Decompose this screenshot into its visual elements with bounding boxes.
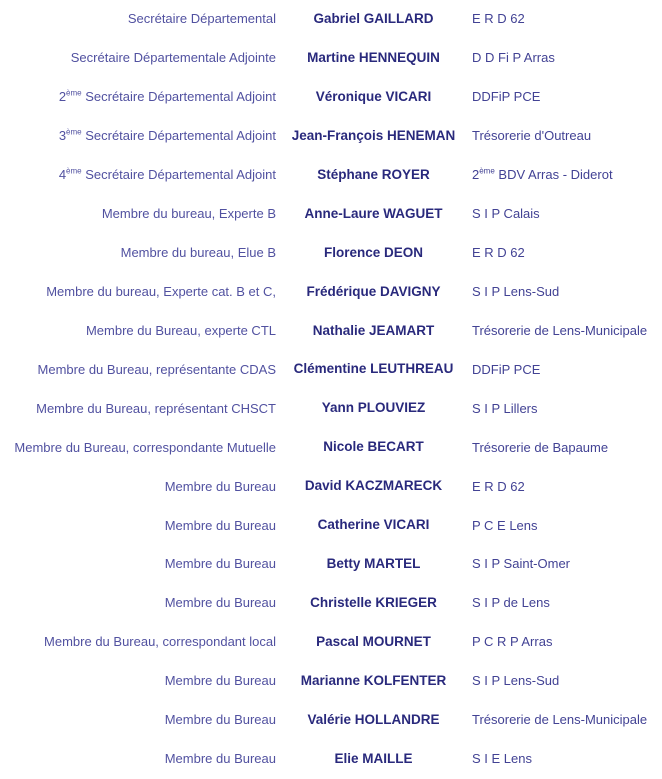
member-role xyxy=(0,168,277,182)
member-name: Nicole BECART xyxy=(323,439,424,455)
member-name: Elie MAILLE xyxy=(334,750,413,766)
text-segment: S I P Calais xyxy=(472,206,540,221)
table-row xyxy=(0,350,662,389)
member-role xyxy=(0,51,277,65)
member-name: Stéphane ROYER xyxy=(317,166,430,182)
member-unit xyxy=(470,12,662,26)
member-name: Pascal MOURNET xyxy=(316,634,431,650)
member-role xyxy=(0,324,277,338)
member-role xyxy=(0,90,277,104)
text-segment: 4 xyxy=(58,167,67,183)
text-segment: Membre du Bureau, représentant CHSCT xyxy=(36,400,276,416)
member-name: Marianne KOLFENTER xyxy=(300,672,447,688)
member-name: Yann PLOUVIEZ xyxy=(321,400,426,416)
text-segment: BDV Arras - Diderot xyxy=(494,167,613,183)
text-segment: Secrétaire Départemental Adjoint xyxy=(81,128,276,144)
table-row xyxy=(0,701,662,740)
text-segment: E R D 62 xyxy=(472,244,525,260)
ordinal-superscript: ème xyxy=(66,166,82,176)
text-segment: 2 xyxy=(472,167,480,183)
member-role xyxy=(0,363,277,377)
table-row xyxy=(0,0,662,39)
text-segment: Trésorerie de Lens-Municipale xyxy=(472,322,648,338)
member-name: Véronique VICARI xyxy=(315,88,432,104)
member-unit xyxy=(470,363,662,377)
text-segment: Secrétaire Départemental xyxy=(127,11,276,27)
text-segment: Secrétaire Départemental Adjoint xyxy=(81,89,276,105)
member-role xyxy=(0,752,277,766)
text-segment: 2 xyxy=(58,89,67,105)
member-name: Florence DEON xyxy=(323,244,424,260)
text-segment: P C E Lens xyxy=(472,517,538,533)
member-unit xyxy=(470,674,662,688)
text-segment: Secrétaire Départemental Adjoint xyxy=(81,167,276,183)
text-segment: D D Fi P Arras xyxy=(472,50,555,66)
table-row xyxy=(0,234,662,273)
member-role xyxy=(0,674,277,688)
text-segment: S I P Lillers xyxy=(472,400,538,416)
member-unit xyxy=(470,441,662,455)
member-unit xyxy=(470,519,662,533)
text-segment: S I E Lens xyxy=(472,751,532,767)
member-role xyxy=(0,129,277,143)
member-role xyxy=(0,596,277,610)
member-name: Jean-François HENEMAN xyxy=(291,127,456,143)
member-role xyxy=(0,480,277,494)
text-segment: Secrétaire Départementale Adjointe xyxy=(70,50,276,66)
member-unit xyxy=(470,713,662,727)
member-name: Anne-Laure WAGUET xyxy=(304,205,443,221)
text-segment: Membre du Bureau xyxy=(164,673,276,689)
member-unit xyxy=(470,207,662,221)
member-role xyxy=(0,713,277,727)
text-segment: Membre du bureau, Elue B xyxy=(120,244,276,260)
member-unit xyxy=(470,90,662,104)
member-name: Catherine VICARI xyxy=(317,517,430,533)
table-row xyxy=(0,117,662,156)
member-name: Betty MARTEL xyxy=(326,556,421,572)
member-unit xyxy=(470,635,662,649)
text-segment: Membre du bureau, Experte cat. B et C, xyxy=(46,283,276,299)
member-role xyxy=(0,207,277,221)
text-segment: Membre du Bureau, experte CTL xyxy=(85,322,276,338)
table-row xyxy=(0,156,662,195)
text-segment: Membre du Bureau xyxy=(164,478,276,494)
table-row xyxy=(0,506,662,545)
member-unit xyxy=(470,752,662,766)
member-role xyxy=(0,285,277,299)
member-name: David KACZMARECK xyxy=(304,478,443,494)
table-row xyxy=(0,623,662,662)
text-segment: Membre du Bureau xyxy=(164,517,276,533)
member-role xyxy=(0,12,277,26)
member-role xyxy=(0,635,277,649)
member-name: Christelle KRIEGER xyxy=(310,595,437,611)
text-segment: Membre du Bureau xyxy=(164,556,276,572)
member-role xyxy=(0,519,277,533)
member-unit xyxy=(470,480,662,494)
text-segment: Membre du Bureau, correspondante Mutuelle xyxy=(14,439,276,455)
text-segment: E R D 62 xyxy=(472,478,525,494)
ordinal-superscript: ème xyxy=(66,127,82,137)
member-name: Martine HENNEQUIN xyxy=(307,49,440,65)
member-unit xyxy=(470,51,662,65)
table-row xyxy=(0,312,662,351)
table-row xyxy=(0,273,662,312)
member-unit xyxy=(470,168,662,182)
text-segment: E R D 62 xyxy=(472,11,525,27)
member-unit xyxy=(470,402,662,416)
table-row xyxy=(0,584,662,623)
text-segment: S I P Lens-Sud xyxy=(472,673,560,689)
text-segment: S I P de Lens xyxy=(472,595,550,611)
member-name: Nathalie JEAMART xyxy=(312,322,435,338)
text-segment: Membre du Bureau xyxy=(164,712,276,728)
text-segment: Membre du Bureau xyxy=(164,595,276,611)
member-name: Valérie HOLLANDRE xyxy=(307,711,440,727)
text-segment: DDFiP PCE xyxy=(472,361,541,377)
member-role xyxy=(0,441,277,455)
member-unit xyxy=(470,596,662,610)
member-role xyxy=(0,557,277,571)
text-segment: 3 xyxy=(58,128,67,144)
text-segment: Membre du Bureau, représentante CDAS xyxy=(37,361,276,377)
member-unit xyxy=(470,324,662,338)
member-name: Frédérique DAVIGNY xyxy=(306,283,441,299)
table-row xyxy=(0,195,662,234)
member-unit xyxy=(470,285,662,299)
text-segment: S I P Lens-Sud xyxy=(472,283,560,299)
table-row xyxy=(0,389,662,428)
table-row xyxy=(0,39,662,78)
text-segment: Membre du Bureau xyxy=(164,751,276,767)
member-role xyxy=(0,402,277,416)
member-role xyxy=(0,246,277,260)
table-row xyxy=(0,740,662,779)
text-segment: P C R P Arras xyxy=(472,634,553,650)
text-segment: Membre du bureau, Experte B xyxy=(101,206,276,221)
member-unit xyxy=(470,246,662,260)
text-segment: DDFiP PCE xyxy=(472,89,541,105)
text-segment: Trésorerie d'Outreau xyxy=(472,128,592,144)
table-row xyxy=(0,467,662,506)
member-name: Clémentine LEUTHREAU xyxy=(293,361,454,377)
member-unit xyxy=(470,557,662,571)
text-segment: Trésorerie de Bapaume xyxy=(472,439,609,455)
text-segment: Membre du Bureau, correspondant local xyxy=(44,634,276,650)
member-name: Gabriel GAILLARD xyxy=(313,11,434,27)
ordinal-superscript: ème xyxy=(66,88,82,98)
table-row xyxy=(0,662,662,701)
table-row xyxy=(0,545,662,584)
table-row xyxy=(0,428,662,467)
ordinal-superscript: ème xyxy=(479,166,495,176)
table-row xyxy=(0,78,662,117)
text-segment: Trésorerie de Lens-Municipale xyxy=(472,712,648,728)
text-segment: S I P Saint-Omer xyxy=(472,556,571,572)
member-unit xyxy=(470,129,662,143)
